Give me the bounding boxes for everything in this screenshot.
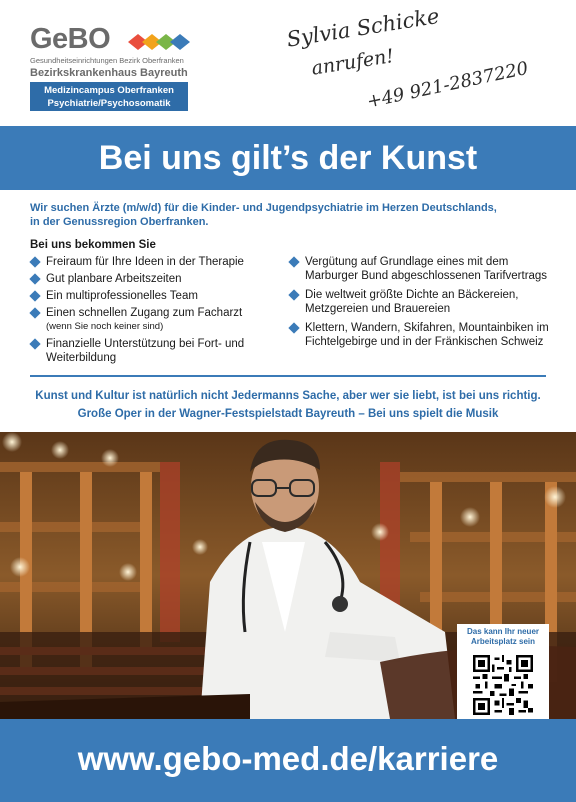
handwritten-call-note: anrufen! [310,45,396,80]
headline-band [0,126,576,190]
list-item [30,255,275,269]
list-item [30,337,275,365]
gebo-logo-diamonds-icon [118,29,192,55]
benefits-heading: Bei uns bekommen Sie [30,239,156,251]
list-item-text: Klettern, Wandern, Skifahren, Mountainbiken im Fichtelgebirge und in der Fränkischen Schweiz [305,322,549,348]
list-item-text: Die weltweit größte Dichte an Bäckereien, Metzgereien und Brauereien [305,289,519,315]
list-item-text: Finanzielle Unterstützung bei Fort- und Weiterbildung [46,338,245,364]
list-item-text: Vergütung auf Grundlage eines mit dem Marburger Bund abgeschlossenen Tarifvertrags [305,256,548,282]
diamond-bullet-icon [29,307,40,318]
campus-badge [30,82,188,111]
footer-band [0,719,576,802]
list-item [30,272,275,286]
qr-panel [457,624,549,720]
handwritten-phone-number: +49 921-2837220 [365,57,531,113]
page-title: Bei uns gilt’s der Kunst [98,139,478,177]
qr-code-icon[interactable] [473,655,533,715]
career-url-link[interactable]: www.gebo-med.de/karriere [77,740,499,777]
list-item-text: Ein multiprofessionelles Team [46,290,198,302]
campus-line-2: Psychiatrie/Psychosomatik [47,98,171,109]
diamond-bullet-icon [288,322,299,333]
handwritten-contact-name: Sylvia Schicke [285,3,441,52]
campus-line-1: Medizincampus Oberfranken [44,85,174,96]
diamond-bullet-icon [29,338,40,349]
intro-line-1: Wir suchen Ärzte (m/w/d) für die Kinder- und Jugendpsychiatrie im Herzen Deutschlands, [30,202,497,214]
diamond-bullet-icon [288,256,299,267]
list-item [30,289,275,303]
qr-caption: Das kann Ihr neuer Arbeitsplatz sein [466,627,540,646]
list-item-note: (wenn Sie noch keiner sind) [46,321,164,332]
intro-text [30,201,550,229]
list-item-text: Gut planbare Arbeitszeiten [46,273,182,285]
diamond-bullet-icon [29,256,40,267]
list-item-text: Freiraum für Ihre Ideen in der Therapie [46,256,244,268]
culture-line-1: Kunst und Kultur ist natürlich nicht Jedermanns Sache, aber wer sie liebt, ist bei uns richtig. [35,390,541,402]
logo-subtitle: Gesundheitseinrichtungen Bezirk Oberfranken [30,56,184,65]
list-item-text: Einen schnellen Zugang zum Facharzt [46,307,243,319]
diamond-bullet-icon [29,273,40,284]
benefits-list-left [30,255,275,368]
gebo-logo-wordmark: GeBO [30,23,111,55]
diamond-bullet-icon [288,289,299,300]
list-item [289,321,551,349]
diamond-bullet-icon [29,290,40,301]
culture-text [0,387,576,423]
list-item [289,255,551,283]
header [0,0,576,124]
logo-hospital-name: Bezirkskrankenhaus Bayreuth [30,67,188,79]
section-divider [30,375,546,377]
list-item [30,306,275,334]
culture-line-2: Große Oper in der Wagner-Festspielstadt Bayreuth – Bei uns spielt die Musik [77,408,499,420]
list-item [289,288,551,316]
benefits-list-right [289,255,551,354]
intro-line-2: in der Genussregion Oberfranken. [30,216,209,228]
